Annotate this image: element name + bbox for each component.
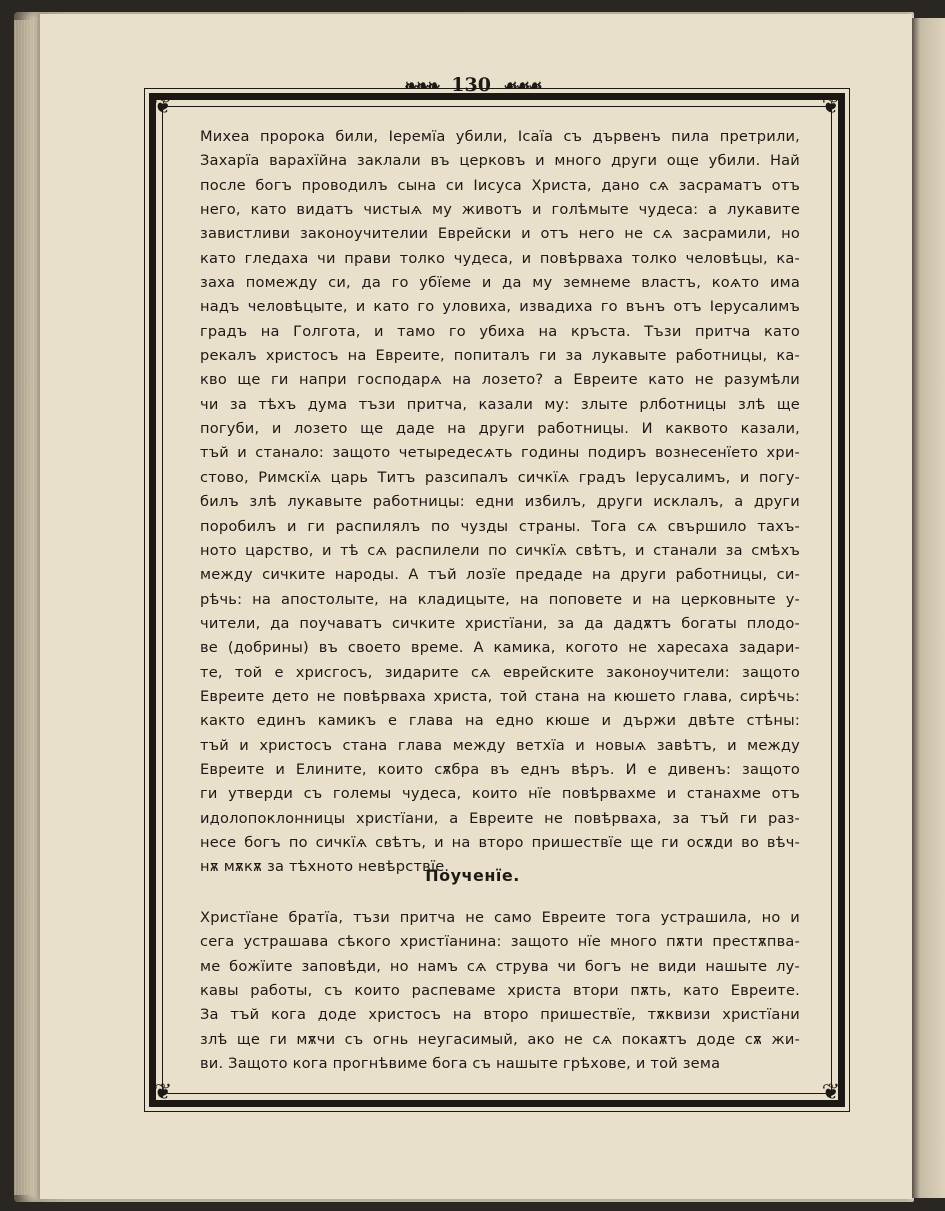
text-line: несе богъ по сичкїѧ свѣтъ, и на второ пришествїе ще ги осѫди во вѣч- bbox=[200, 833, 800, 851]
text-line: Захарїа варахїйна заклали въ церковъ и много други още убили. Най bbox=[200, 152, 800, 170]
text-line: ви. Защото кога прогнѣвиме бога съ нашыте грѣхове, и той зема bbox=[200, 1055, 721, 1073]
text-line: ги утверди съ големы чудеса, които нїе повѣрвахме и станахме отъ bbox=[200, 785, 800, 803]
text-line: завистливи законоучителии Еврейски и отъ него не сѧ засрамили, но bbox=[200, 225, 800, 243]
text-line: кавы работы, съ които распеваме христа втори пѫть, като Евреите. bbox=[200, 982, 800, 1000]
text-line: като гледаха чи прави толко чудеса, и повѣрваха толко человѣцы, ка- bbox=[200, 249, 800, 267]
text-line: кво ще ги напри господарѧ на лозето? а Евреите като не разумѣли bbox=[200, 371, 800, 389]
facing-page-edge bbox=[912, 18, 945, 1198]
text-line: градъ на Голгота, и тамо го убиха на кръста. Тъзи притча като bbox=[200, 322, 800, 340]
text-line: тъй и христосъ стана глава между ветхїа и новыѧ завѣтъ, и между bbox=[200, 736, 800, 754]
lesson-title: Поученїе. bbox=[425, 866, 520, 885]
text-line: погуби, и лозето ще даде на други работницы. И каквото казали, bbox=[200, 420, 800, 438]
page-number: 130 bbox=[451, 74, 491, 96]
text-line: тъй и станало: защото четыредесѧть годины подиръ вознесенїето хри- bbox=[200, 444, 800, 462]
left-leaf-ornament-icon: ❧❧❧ bbox=[404, 76, 439, 95]
text-line: ве (добрины) въ своето време. А камика, когото не харесаха задари- bbox=[200, 639, 800, 657]
text-line: те, той е хрисгосъ, зидарите сѧ еврейските законоучители: защото bbox=[200, 663, 800, 681]
text-line: билъ злѣ лукавыте работницы: едни избилъ, други исклалъ, а други bbox=[200, 493, 800, 511]
text-line: нѫ мѫкѫ за тѣхното невѣрствїе. bbox=[200, 858, 450, 876]
corner-flourish-icon: ❦ bbox=[821, 94, 841, 119]
text-line: Христїане братїа, тъзи притча не само Евреите тога устрашила, но и bbox=[200, 909, 800, 926]
text-line: ме божїите заповѣди, но намъ сѧ струва чи богъ не види нашыте лу- bbox=[200, 957, 800, 975]
text-line: рѣчь: на апостолыте, на кладицыте, на поповете и на церковныте у- bbox=[200, 590, 800, 608]
text-line: стово, Римскїѧ царь Титъ разсипалъ сичкїѧ градъ Іерусалимъ, и погу- bbox=[200, 468, 800, 486]
corner-flourish-icon: ❦ bbox=[153, 94, 173, 119]
text-line: чители, да поучаватъ сичките христїани, за да дадѫтъ богаты плодо- bbox=[200, 614, 800, 632]
text-line: чи за тѣхъ дума тъзи притча, казали му: злыте рлботницы злѣ ще bbox=[200, 395, 800, 413]
corner-flourish-icon: ❦ bbox=[153, 1080, 173, 1105]
text-line: между сичките народы. А тъй лозїе предаде на други работницы, си- bbox=[200, 566, 800, 584]
text-line: Евреите и Елините, които сѫбра въ еднъ вѣръ. И е дивенъ: защото bbox=[200, 760, 800, 778]
text-line: надъ человѣцыте, и като го уловиха, извадиха го вънъ отъ Іерусалимъ bbox=[200, 298, 800, 316]
text-line: сега устрашава сѣкого христїанина: защото нїе много пѫти престѫпва- bbox=[200, 933, 800, 951]
text-line: За тъй кога доде христосъ на второ пришествїе, тѫквизи христїани bbox=[200, 1006, 800, 1024]
corner-flourish-icon: ❦ bbox=[821, 1080, 841, 1105]
text-line: Евреите дето не повѣрваха христа, той стана на кюшето глава, сирѣчь: bbox=[200, 687, 800, 705]
text-line: както единъ камикъ е глава на едно кюше и държи двѣте стѣны: bbox=[200, 712, 800, 730]
text-line: после богъ проводилъ сына си Іисуса Христа, дано сѧ засраматъ отъ bbox=[200, 176, 800, 194]
text-line: поробилъ и ги распилялъ по чузды страны. Тога сѧ свършило тахъ- bbox=[200, 517, 800, 535]
right-leaf-ornament-icon: ☙☙☙ bbox=[503, 76, 541, 95]
main-text-block bbox=[200, 125, 800, 880]
text-line: Михеа пророка били, Іеремїа убили, Ісаїа съ дървенъ пила претрили, bbox=[200, 128, 800, 145]
lesson-text-block bbox=[200, 906, 800, 1076]
text-line: заха помежду си, да го убїеме и да му земнеме властъ, коѧто има bbox=[200, 274, 800, 292]
page-edges bbox=[14, 20, 40, 1195]
text-line: рекалъ христосъ на Евреите, попиталъ ги за лукавыте работницы, ка- bbox=[200, 347, 800, 365]
text-line: злѣ ще ги мѫчи съ огнь неугасимый, ако не сѧ покаѫтъ доде сѫ жи- bbox=[200, 1030, 800, 1048]
text-line: него, като видатъ чистыѧ му животъ и голѣмыте чудеса: а лукавите bbox=[200, 201, 800, 219]
text-line: ното царство, и тѣ сѧ распилели по сичкїѧ свѣтъ, и станали за смѣхъ bbox=[200, 541, 800, 559]
text-line: идолопоклонницы христїани, а Евреите не повѣрваха, за тъй ги раз- bbox=[200, 809, 800, 827]
